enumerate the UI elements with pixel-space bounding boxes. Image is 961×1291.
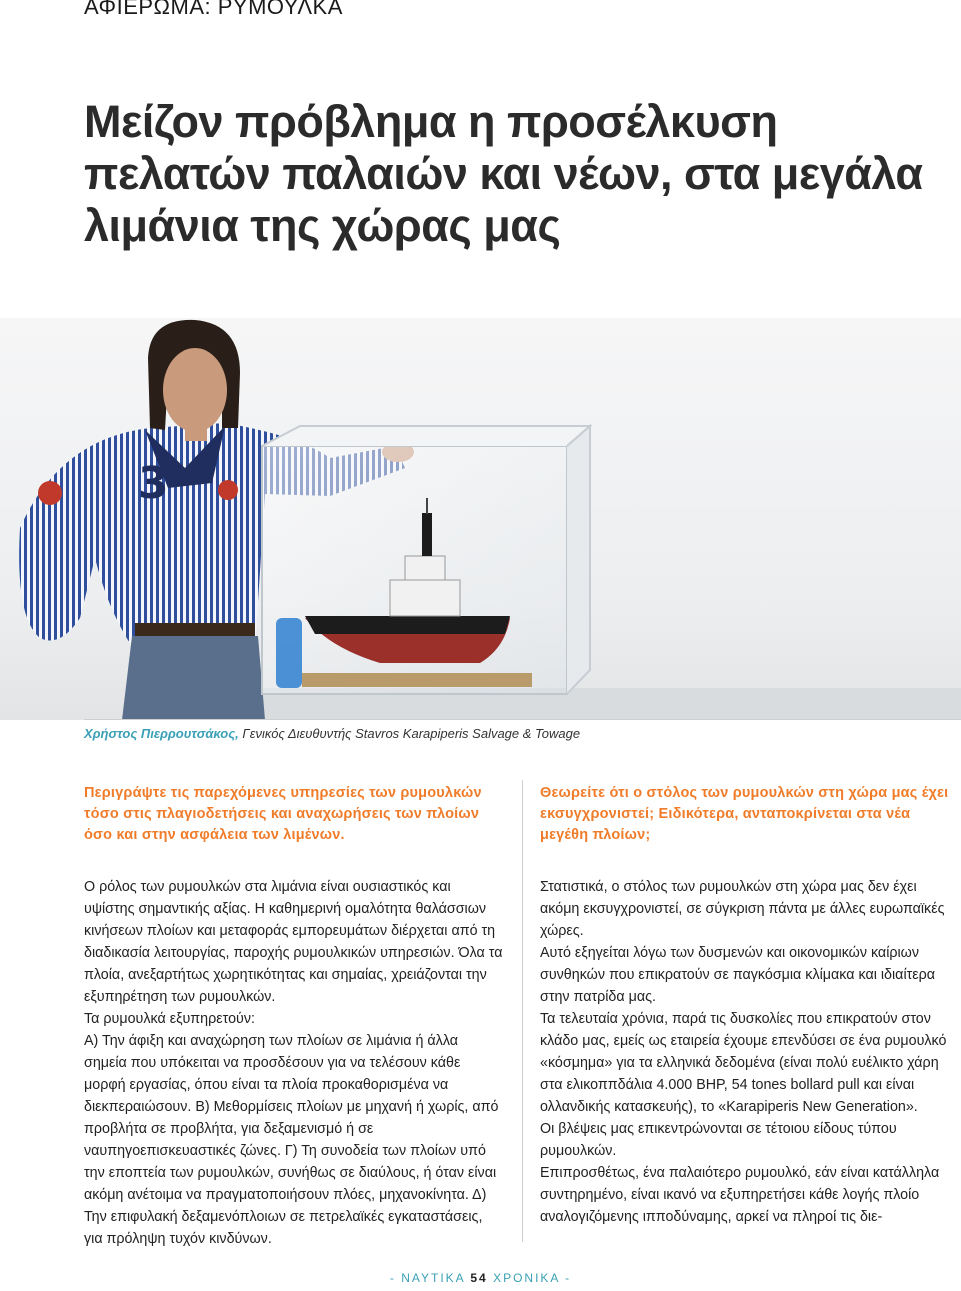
- left-paragraph: Ο ρόλος των ρυμουλκών στα λιμάνια είναι ουσιαστικός και υψίστης σημαντικής αξίας. Η καθημερινή ομαλότητα θαλάσσιων κινήσεων πλοίων και μεταφοράς εμπορευμάτων διέρχεται από τη διαδικασία λειτουργίας, παροχής ρυμουλκικών υπηρεσιών. Όλα τα πλοία, ανεξαρτήτως χωρητικότητας και σημαίας, χρειάζονται την εξυπηρέτηση των ρυμουλκών.: [84, 879, 503, 1005]
- footer-right: ΧΡΟΝΙΚΑ -: [493, 1271, 572, 1285]
- bottle: [276, 618, 302, 688]
- man-face: [163, 348, 227, 432]
- left-column: [84, 783, 504, 1250]
- caption-divider: [84, 719, 961, 720]
- right-answer: [540, 876, 960, 1228]
- column-divider: [522, 780, 523, 1242]
- photo-caption: [84, 726, 580, 741]
- right-paragraph: Τα τελευταία χρόνια, παρά τις δυσκολίες που επικρατούν στον κλάδο μας, εμείς ως εταιρεία έχουμε επενδύσει σε ένα ρυμουλκό «κόσμημα» για τα ελληνικά δεδομένα (είναι πολύ ευέλικτο χάρη στα ελικοππδάλια 4.000 BHP, 54 tones bollard pull και είναι ολλανδικής κατασκευής), το «Karapiperis New Generation».: [540, 1011, 947, 1115]
- page-footer: [0, 1271, 961, 1285]
- left-question: Περιγράψτε τις παρεχόμενες υπηρεσίες των ρυμουλκών τόσο στις πλαγιοδετήσεις και αναχωρήσεις των πλοίων όσο και στην ασφάλεια των λιμένων.: [84, 785, 482, 843]
- left-answer: [84, 876, 504, 1250]
- svg-text:3: 3: [138, 458, 169, 509]
- section-label: ΑΦΙΕΡΩΜΑ: ΡΥΜΟΥΛΚΑ: [84, 0, 343, 19]
- right-paragraph: Επιπροσθέτως, ένα παλαιότερο ρυμουλκό, εάν είναι κατάλληλα συντηρημένο, είναι ικανό να εξυπηρετήσει κάθε λογής πλοίο αναλογιζόμενης ιπποδύναμης, αρκεί να πληροί τις διε-: [540, 1165, 940, 1225]
- right-paragraph: Αυτό εξηγείται λόγω των δυσμενών και οικονομικών καίριων συνθηκών που επικρατούν σε παγκόσμια κλίμακα και ιδιαίτερα στην πατρίδα μας.: [540, 945, 936, 1005]
- left-paragraph: Τα ρυμουλκά εξυπηρετούν:: [84, 1011, 255, 1027]
- portrait-photo: [0, 318, 961, 720]
- right-question: Θεωρείτε ότι ο στόλος των ρυμουλκών στη χώρα μας έχει εκσυγχρονιστεί; Ειδικότερα, ανταποκρίνεται στα νέα μεγέθη πλοίων;: [540, 785, 949, 843]
- right-paragraph: Στατιστικά, ο στόλος των ρυμουλκών στη χώρα μας δεν έχει ακόμη εκσυγχρονιστεί, σε σύγκριση πάντα με άλλες ευρωπαϊκές χώρες.: [540, 879, 945, 939]
- headline: Μείζον πρόβλημα η προσέλκυση πελατών παλαιών και νέων, στα μεγάλα λιμάνια της χώρας μας: [84, 96, 923, 251]
- caption-role: Γενικός Διευθυντής Stavros Karapiperis Salvage & Towage: [242, 726, 581, 741]
- footer-left: - ΝΑΥΤΙΚΑ: [389, 1271, 466, 1285]
- page-number: 54: [470, 1271, 488, 1285]
- left-paragraph: Α) Την άφιξη και αναχώρηση των πλοίων σε λιμάνια ή άλλα σημεία που υπόκειται να προσδέσουν για να τελέσουν κάθε μορφή εργασίας, όπου είναι τα πλοία προκαθορισμένα να διεκπεραιώσουν. Β) Μεθορμίσεις πλοίων με μηχανή ή χωρίς, από προβλήτα σε προβλήτα, για δεξαμενισμό ή σε ναυπηγοεπισκευαστικές ζώνες. Γ) Τη συνοδεία των πλοίων υπό την εποπτεία των ρυμουλκών, συνήθως σε διαύλους, ή όταν είναι ακόμη ανέτοιμα να πραγματοποιήσουν πλόες, μηχανοκίνητα. Δ) Την επιφυλακή δεξαμενόπλοιων σε πετρελαϊκές εγκαταστάσεις, για πρόληψη τυχόν κινδύνων.: [84, 1033, 499, 1247]
- right-paragraph: Οι βλέψεις μας επικεντρώνονται σε τέτοιου είδους τύπου ρυμουλκών.: [540, 1121, 897, 1159]
- caption-name: Χρήστος Πιερρουτσάκος,: [84, 726, 239, 741]
- right-column: [540, 783, 960, 1228]
